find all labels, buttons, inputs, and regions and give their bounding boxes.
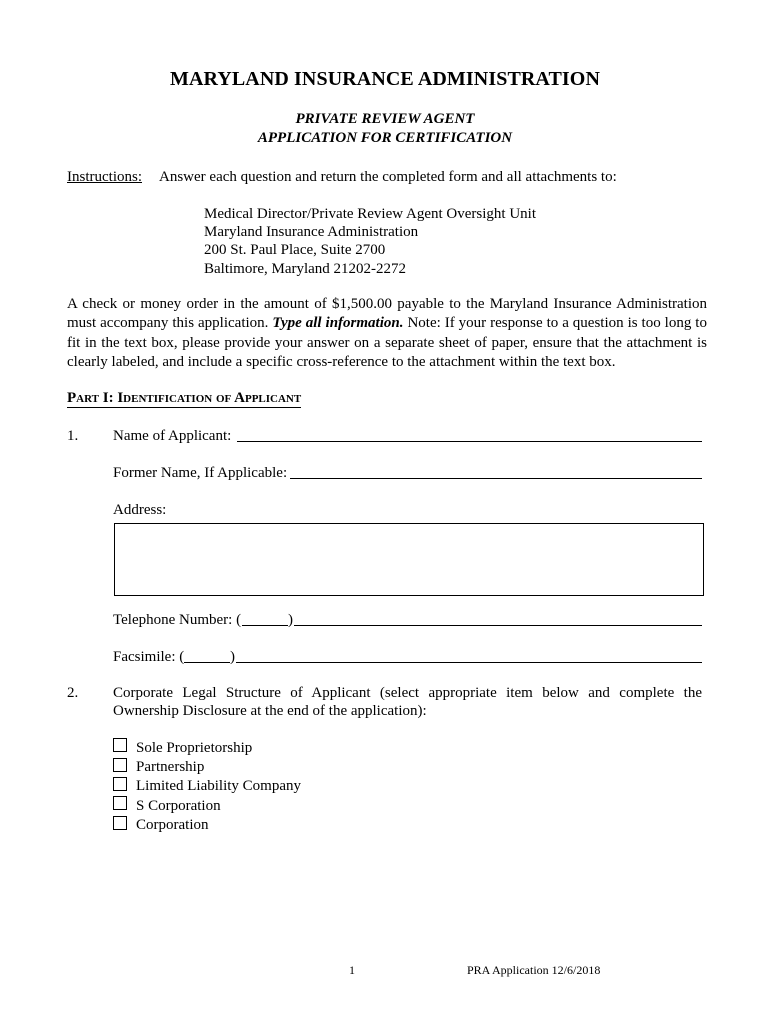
address-line-3: 200 St. Paul Place, Suite 2700 <box>204 242 386 258</box>
subtitle-application: APPLICATION FOR CERTIFICATION <box>257 130 513 146</box>
fax-close-paren: ) <box>230 649 235 665</box>
instructions-text: Answer each question and return the completed form and all attachments to: <box>159 169 617 185</box>
name-label: Name of Applicant: <box>113 428 232 444</box>
option-s-corporation: S Corporation <box>136 798 221 814</box>
document-title: MARYLAND INSURANCE ADMINISTRATION <box>169 68 601 90</box>
q2-text-line1: Corporate Legal Structure of Applicant (select appropriate item below and complete the <box>113 685 702 701</box>
phone-number-line[interactable] <box>294 625 702 626</box>
checkbox-sole-proprietorship[interactable] <box>113 738 127 752</box>
address-line-4: Baltimore, Maryland 21202-2272 <box>204 261 407 277</box>
notice-part2: Note: If your response to a question is too long to fit in the text box, please provide your answer on a separate sheet of paper, ensure that the attachment is clearly labeled, and include a specific cross-reference to the attachment within the text box. <box>67 315 707 371</box>
option-sole-proprietorship: Sole Proprietorship <box>136 740 253 756</box>
part1-heading: Part I: Identification of Applicant <box>67 390 302 406</box>
q1-number: 1. <box>67 428 79 444</box>
address-textbox[interactable] <box>114 523 704 596</box>
former-name-input-line[interactable] <box>290 478 702 479</box>
address-label: Address: <box>113 502 167 518</box>
payment-notice <box>67 295 707 373</box>
checkbox-partnership[interactable] <box>113 758 127 772</box>
fax-number-line[interactable] <box>236 662 702 663</box>
option-corporation: Corporation <box>136 817 209 833</box>
phone-close-paren: ) <box>288 612 293 628</box>
option-partnership: Partnership <box>136 759 205 775</box>
notice-part1: A check or money order in the amount of $1,500.00 payable to the Maryland Insurance Administration must accompany this application. <box>67 296 707 332</box>
subtitle-agent: PRIVATE REVIEW AGENT <box>295 111 475 127</box>
notice-emphasis: Type all information. <box>272 315 404 332</box>
phone-label: Telephone Number: ( <box>113 612 242 628</box>
address-line-2: Maryland Insurance Administration <box>204 224 419 240</box>
checkbox-llc[interactable] <box>113 777 127 791</box>
checkbox-corporation[interactable] <box>113 816 127 830</box>
footer-doc-label: PRA Application 12/6/2018 <box>467 963 601 977</box>
address-line-1: Medical Director/Private Review Agent Oversight Unit <box>204 206 536 222</box>
fax-label: Facsimile: ( <box>113 649 185 665</box>
q2-number: 2. <box>67 685 79 701</box>
name-input-line[interactable] <box>237 441 702 442</box>
instructions-label: Instructions: <box>67 169 142 185</box>
page-number: 1 <box>349 963 355 977</box>
q2-text-line2: Ownership Disclosure at the end of the application): <box>113 703 427 719</box>
former-name-label: Former Name, If Applicable: <box>113 465 288 481</box>
checkbox-s-corporation[interactable] <box>113 796 127 810</box>
option-llc: Limited Liability Company <box>136 778 301 794</box>
fax-area-code-line[interactable] <box>184 662 230 663</box>
phone-area-code-line[interactable] <box>242 625 288 626</box>
